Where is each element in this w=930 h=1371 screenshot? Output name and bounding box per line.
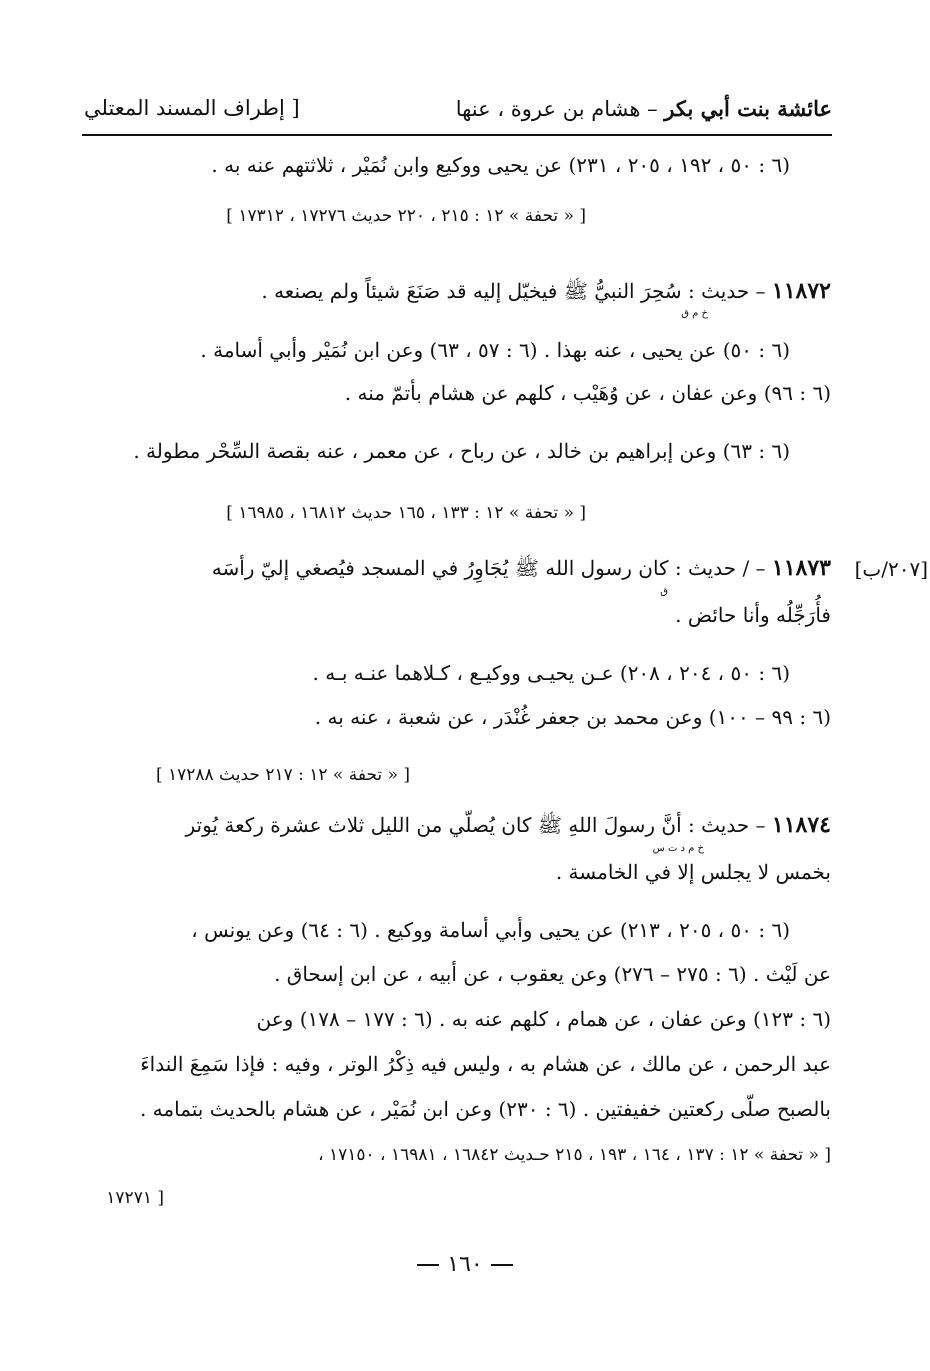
- running-header-left: [ إطراف المسند المعتلي: [84, 96, 300, 120]
- text-line: فأُرَجِّلُه وأنا حائض .: [675, 603, 831, 627]
- header-rule: [82, 134, 832, 136]
- hadith-number: ١١٨٧٣: [771, 555, 831, 581]
- hadith-heading: [185, 812, 831, 842]
- hadith-text: – / حديث : كان رسول الله ﷺ يُجَاوِرُ في المسجد فيُصغي إليّ رأسَه: [211, 556, 766, 580]
- running-header-right: [456, 96, 832, 121]
- hadith-text: – حديث : أنَّ رسولَ اللهِ ﷺ كان يُصلّي من الليل ثلاث عشرة ركعة يُوتر: [185, 813, 766, 837]
- source-sigla: ق: [660, 586, 668, 597]
- text-line: (٦ : ٥٠ ، ٢٠٥ ، ٢١٣) عن يحيى وأبي أسامة ووكيع . (٦ : ٦٤) وعن يونس ،: [191, 918, 790, 942]
- tuhfa-reference-cont: ١٧٢٧١ ]: [106, 1188, 164, 1208]
- text-line: (٦ : ٥٠ ، ١٩٢ ، ٢٠٥ ، ٢٣١) عن يحيى ووكيع وابن نُمَيْر ، ثلاثتهم عنه به .: [211, 153, 790, 177]
- page-number: ١٦٠: [447, 1252, 483, 1277]
- margin-folio-reference: [٢٠٧/ب]: [854, 557, 928, 581]
- source-sigla: خ م د ت س: [652, 843, 704, 854]
- hadith-number: ١١٨٧٤: [771, 812, 831, 838]
- footer-dash-left: [417, 1264, 439, 1266]
- tuhfa-reference: [ « تحفة » ١٢ : ٢١٥ ، ٢٢٠ حديث ١٧٢٧٦ ، ١٧٣١٢ ]: [226, 206, 586, 226]
- hadith-number: ١١٨٧٢: [771, 278, 831, 304]
- header-title-bold: عائشة بنت أبي بكر: [664, 96, 832, 121]
- text-line: (٦ : ٩٩ – ١٠٠) وعن محمد بن جعفر غُنْدَر ، عن شعبة ، عنه به .: [314, 705, 831, 729]
- text-line: (٦ : ٥٠ ، ٢٠٤ ، ٢٠٨) عـن يحيـى ووكيـع ، كـلاهما عنـه بـه .: [312, 661, 790, 685]
- text-line: (٦ : ٦٣) وعن إبراهيم بن خالد ، عن رباح ، عن معمر ، عنه بقصة السِّحْر مطولة .: [133, 439, 790, 463]
- source-sigla: خ م ق: [681, 308, 708, 319]
- tuhfa-reference: [ « تحفة » ١٢ : ١٣٧ ، ١٦٤ ، ١٩٣ ، ٢١٥ حـديث ١٦٨٤٢ ، ١٦٩٨١ ، ١٧١٥٠ ،: [318, 1145, 831, 1165]
- text-line: بالصبح صلّى ركعتين خفيفتين . (٦ : ٢٣٠) وعن ابن نُمَيْر ، عن هشام بالحديث بتمامه .: [139, 1097, 831, 1121]
- page-footer: [0, 1252, 930, 1277]
- footer-dash-right: [491, 1264, 513, 1266]
- text-line: عن لَيْث . (٦ : ٢٧٥ – ٢٧٦) وعن يعقوب ، عن أبيه ، عن ابن إسحاق .: [274, 962, 831, 986]
- hadith-heading: [212, 555, 831, 585]
- text-line: (٦ : ٥٠) عن يحيى ، عنه بهذا . (٦ : ٥٧ ، ٦٣) وعن ابن نُمَيْر وأبي أسامة .: [200, 338, 790, 362]
- tuhfa-reference: [ « تحفة » ١٢ : ٢١٧ حديث ١٧٢٨٨ ]: [155, 765, 410, 785]
- text-line: عبد الرحمن ، عن مالك ، عن هشام به ، وليس فيه ذِكْرُ الوتر ، وفيه : فإذا سَمِعَ النداءَ: [140, 1052, 831, 1076]
- header-title-rest: – هشام بن عروة ، عنها: [455, 97, 665, 121]
- text-line: (٦ : ١٢٣) وعن عفان ، عن همام ، كلهم عنه به . (٦ : ١٧٧ – ١٧٨) وعن: [256, 1007, 831, 1031]
- text-line: (٦ : ٩٦) وعن عفان ، عن وُهَيْب ، كلهم عن هشام بأتمّ منه .: [344, 381, 831, 405]
- hadith-text: – حديث : سُحِرَ النبيُّ ﷺ فيخيّل إليه قد صَنَعَ شيئاً ولم يصنعه .: [261, 279, 766, 303]
- tuhfa-reference: [ « تحفة » ١٢ : ١٣٣ ، ١٦٥ حديث ١٦٨١٢ ، ١٦٩٨٥ ]: [226, 503, 586, 523]
- hadith-heading: [261, 278, 831, 308]
- text-line: بخمس لا يجلس إلا في الخامسة .: [555, 860, 831, 884]
